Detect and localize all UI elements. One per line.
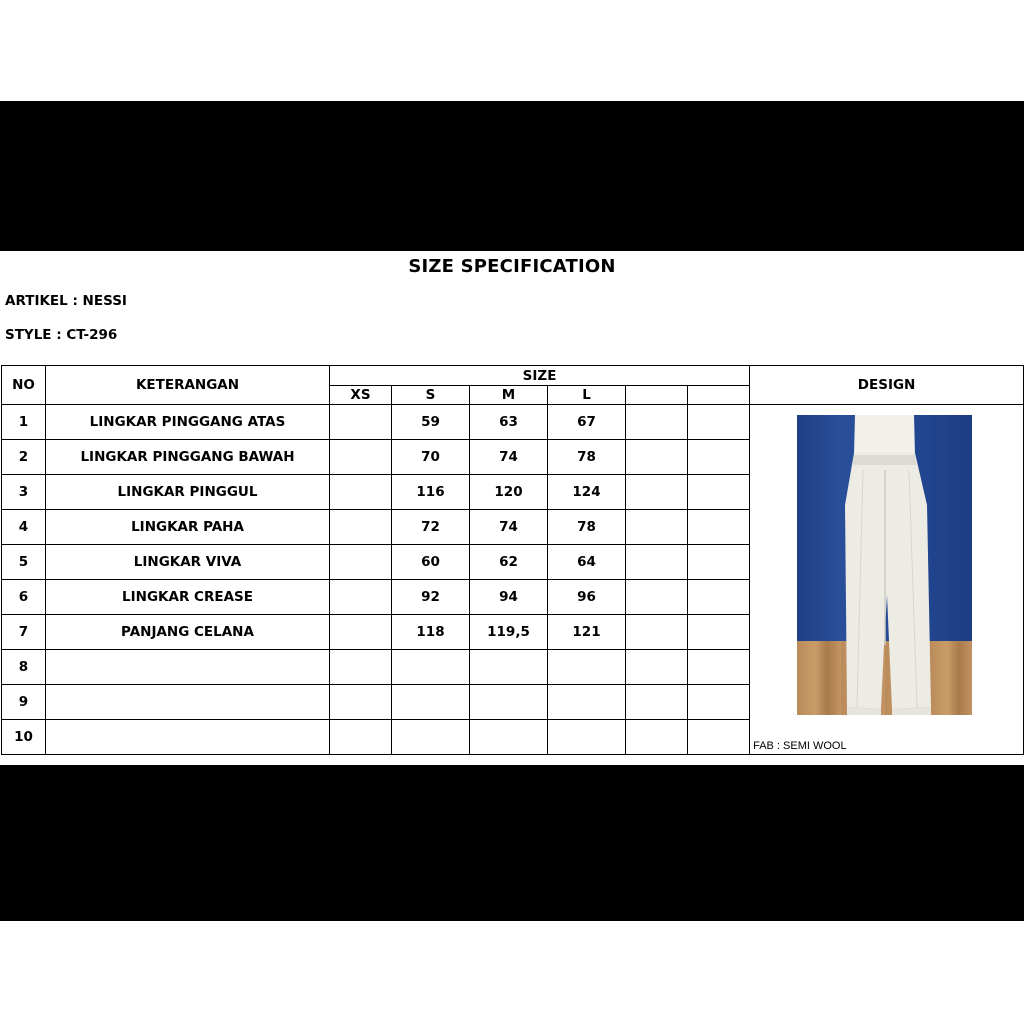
row-number: 6 <box>2 580 46 615</box>
size-value-cell <box>626 405 688 440</box>
row-number: 10 <box>2 720 46 755</box>
header-size-extra-2 <box>688 386 750 405</box>
size-value-cell <box>330 545 392 580</box>
size-value-cell <box>330 440 392 475</box>
size-value-cell: 72 <box>392 510 470 545</box>
size-value-cell <box>688 650 750 685</box>
row-description <box>46 650 330 685</box>
row-number: 2 <box>2 440 46 475</box>
row-description: PANJANG CELANA <box>46 615 330 650</box>
size-value-cell: 121 <box>548 615 626 650</box>
size-value-cell: 124 <box>548 475 626 510</box>
row-description: LINGKAR VIVA <box>46 545 330 580</box>
size-value-cell <box>688 475 750 510</box>
size-value-cell <box>470 650 548 685</box>
size-value-cell <box>688 720 750 755</box>
row-number: 9 <box>2 685 46 720</box>
fabric-label: FAB : SEMI WOOL <box>753 740 847 752</box>
size-value-cell: 118 <box>392 615 470 650</box>
row-description: LINGKAR CREASE <box>46 580 330 615</box>
size-value-cell <box>330 615 392 650</box>
size-value-cell: 120 <box>470 475 548 510</box>
size-value-cell <box>688 405 750 440</box>
size-value-cell <box>548 685 626 720</box>
size-value-cell <box>548 650 626 685</box>
row-description: LINGKAR PINGGUL <box>46 475 330 510</box>
size-value-cell <box>688 580 750 615</box>
style-label: STYLE : CT-296 <box>5 327 118 343</box>
size-spec-sheet <box>0 251 1024 765</box>
design-cell <box>750 405 1024 755</box>
size-value-cell <box>626 510 688 545</box>
pants-illustration <box>797 415 972 715</box>
size-value-cell: 78 <box>548 440 626 475</box>
size-value-cell: 119,5 <box>470 615 548 650</box>
bottom-black-band <box>0 765 1024 921</box>
table-row <box>2 405 1024 440</box>
size-value-cell: 60 <box>392 545 470 580</box>
size-value-cell <box>626 650 688 685</box>
size-value-cell <box>626 685 688 720</box>
header-keterangan: KETERANGAN <box>46 366 330 405</box>
size-value-cell <box>626 475 688 510</box>
size-value-cell: 96 <box>548 580 626 615</box>
size-value-cell: 59 <box>392 405 470 440</box>
design-photo <box>797 415 972 715</box>
size-value-cell <box>330 720 392 755</box>
size-value-cell <box>688 685 750 720</box>
row-number: 5 <box>2 545 46 580</box>
size-value-cell <box>688 510 750 545</box>
header-size-extra-1 <box>626 386 688 405</box>
header-no: NO <box>2 366 46 405</box>
size-value-cell <box>626 545 688 580</box>
row-number: 3 <box>2 475 46 510</box>
size-value-cell <box>392 650 470 685</box>
size-value-cell: 74 <box>470 440 548 475</box>
header-size: SIZE <box>330 366 750 386</box>
size-value-cell: 94 <box>470 580 548 615</box>
row-description: LINGKAR PINGGANG BAWAH <box>46 440 330 475</box>
size-value-cell: 78 <box>548 510 626 545</box>
size-value-cell <box>470 720 548 755</box>
size-value-cell <box>330 685 392 720</box>
row-description: LINGKAR PINGGANG ATAS <box>46 405 330 440</box>
size-value-cell: 92 <box>392 580 470 615</box>
row-number: 4 <box>2 510 46 545</box>
header-size-xs: XS <box>330 386 392 405</box>
size-value-cell: 63 <box>470 405 548 440</box>
size-value-cell <box>330 405 392 440</box>
size-value-cell <box>688 440 750 475</box>
size-value-cell <box>470 685 548 720</box>
size-value-cell: 62 <box>470 545 548 580</box>
top-black-band <box>0 101 1024 251</box>
size-value-cell: 116 <box>392 475 470 510</box>
row-number: 1 <box>2 405 46 440</box>
size-value-cell: 74 <box>470 510 548 545</box>
header-design: DESIGN <box>750 366 1024 405</box>
row-description: LINGKAR PAHA <box>46 510 330 545</box>
size-value-cell <box>626 580 688 615</box>
row-description <box>46 720 330 755</box>
size-value-cell <box>392 685 470 720</box>
row-number: 8 <box>2 650 46 685</box>
size-value-cell <box>330 475 392 510</box>
header-size-s: S <box>392 386 470 405</box>
artikel-label: ARTIKEL : NESSI <box>5 293 127 309</box>
size-value-cell <box>330 580 392 615</box>
size-value-cell: 70 <box>392 440 470 475</box>
size-value-cell <box>626 720 688 755</box>
size-value-cell <box>330 510 392 545</box>
header-size-m: M <box>470 386 548 405</box>
size-value-cell <box>688 615 750 650</box>
header-size-l: L <box>548 386 626 405</box>
row-description <box>46 685 330 720</box>
size-value-cell <box>548 720 626 755</box>
row-number: 7 <box>2 615 46 650</box>
size-value-cell <box>626 615 688 650</box>
size-value-cell: 64 <box>548 545 626 580</box>
size-value-cell: 67 <box>548 405 626 440</box>
size-value-cell <box>688 545 750 580</box>
size-value-cell <box>330 650 392 685</box>
size-value-cell <box>626 440 688 475</box>
size-value-cell <box>392 720 470 755</box>
page-title: SIZE SPECIFICATION <box>408 256 616 277</box>
size-table <box>1 365 1024 755</box>
